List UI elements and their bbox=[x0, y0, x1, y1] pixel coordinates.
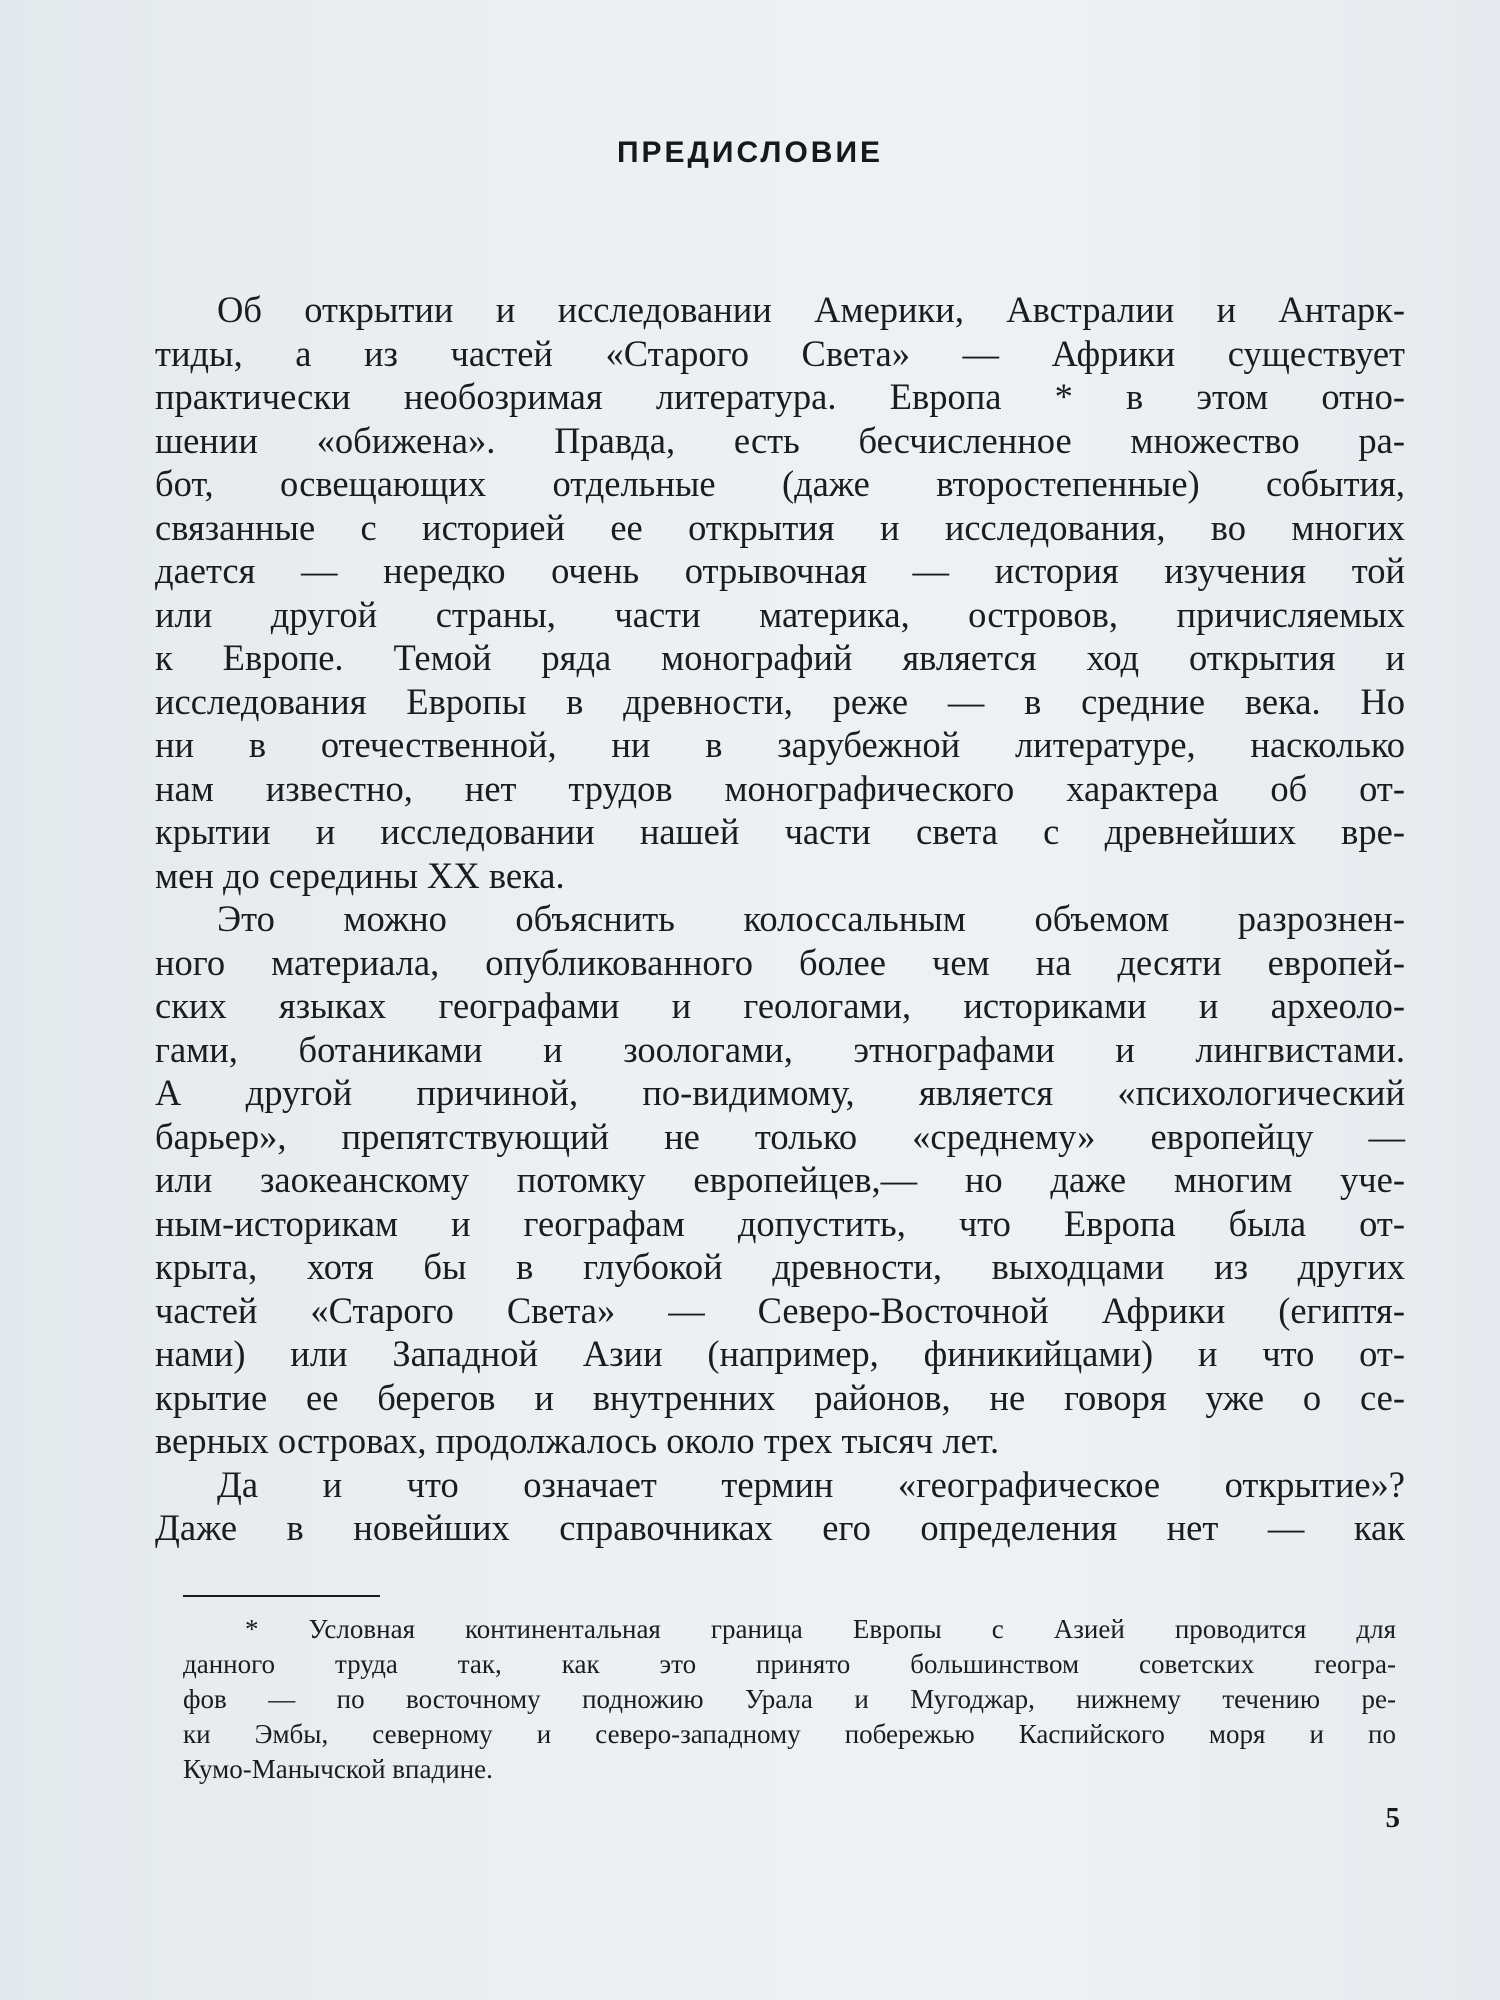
text-line: или другой страны, части материка, островов, причисляемых bbox=[155, 593, 1405, 635]
text-line: Об открытии и исследовании Америки, Австралии и Антарк- bbox=[217, 289, 1405, 330]
footnote-divider bbox=[183, 1595, 380, 1597]
text-line: крыта, хотя бы в глубокой древности, выходцами из других bbox=[155, 1246, 1405, 1287]
text-line: шении «обижена». Правда, есть бесчисленное множество ра- bbox=[155, 419, 1405, 461]
text-line: гами, ботаниками и зоологами, этнографами и лингвистами. bbox=[155, 1028, 1405, 1070]
text-line: бот, освещающих отдельные (даже второстепенные) события, bbox=[155, 463, 1405, 504]
text-line: крытие ее берегов и внутренних районов, не говоря уже о се- bbox=[155, 1376, 1405, 1418]
text-line: исследования Европы в древности, реже — в средние века. Но bbox=[155, 680, 1405, 722]
text-line: Даже в новейших справочниках его определения нет — как bbox=[155, 1507, 1405, 1548]
footnote-line: Кумо-Манычской впадине. bbox=[183, 1754, 493, 1784]
text-line: частей «Старого Света» — Северо-Восточной Африки (египтя- bbox=[155, 1289, 1405, 1331]
text-line: тиды, а из частей «Старого Света» — Африки существует bbox=[155, 332, 1405, 374]
text-line: Это можно объяснить колоссальным объемом разрознен- bbox=[217, 898, 1405, 939]
text-line: верных островах, продолжалось около трех тысяч лет. bbox=[155, 1420, 1000, 1461]
footnote-line: ки Эмбы, северному и северо-западному побережью Каспийского моря и по bbox=[183, 1719, 1396, 1749]
page-title: ПРЕДИСЛОВИЕ bbox=[616, 136, 884, 169]
text-line: ских языках географами и геологами, историками и археоло- bbox=[155, 985, 1405, 1026]
main-text bbox=[155, 288, 1405, 1550]
text-line: нами) или Западной Азии (например, финикийцами) и что от- bbox=[155, 1333, 1405, 1374]
text-line: дается — нередко очень отрывочная — история изучения той bbox=[155, 550, 1405, 591]
text-line: практически необозримая литература. Европа * в этом отно- bbox=[155, 376, 1405, 417]
text-line: ни в отечественной, ни в зарубежной литературе, насколько bbox=[155, 724, 1405, 765]
text-line: мен до середины XX века. bbox=[155, 854, 565, 896]
footnote-line: фов — по восточному подножию Урала и Мугоджар, нижнему течению ре- bbox=[183, 1684, 1396, 1714]
text-line: ного материала, опубликованного более чем на десяти европей- bbox=[155, 941, 1405, 983]
text-line: А другой причиной, по-видимому, является «психологический bbox=[155, 1072, 1405, 1113]
show-through-background bbox=[170, 0, 1420, 43]
text-line: ным-историкам и географам допустить, что Европа была от- bbox=[155, 1202, 1405, 1244]
text-line: к Европе. Темой ряда монографий является ход открытия и bbox=[155, 637, 1405, 678]
text-line: барьер», препятствующий не только «среднему» европейцу — bbox=[155, 1115, 1405, 1157]
footnote bbox=[183, 1612, 1396, 1787]
text-line: связанные с историей ее открытия и исследования, во многих bbox=[155, 506, 1405, 548]
footnote-line: * Условная континентальная граница Европы с Азией проводится для bbox=[245, 1614, 1396, 1644]
page-number: 5 bbox=[1385, 1802, 1400, 1834]
text-line: нам известно, нет трудов монографического характера об от- bbox=[155, 767, 1405, 809]
text-line: Да и что означает термин «географическое открытие»? bbox=[217, 1463, 1405, 1505]
text-line: или заокеанскому потомку европейцев,— но даже многим уче- bbox=[155, 1159, 1405, 1200]
text-line: крытии и исследовании нашей части света с древнейших вре- bbox=[155, 811, 1405, 852]
footnote-line: данного труда так, как это принято большинством советских геогра- bbox=[183, 1649, 1396, 1679]
